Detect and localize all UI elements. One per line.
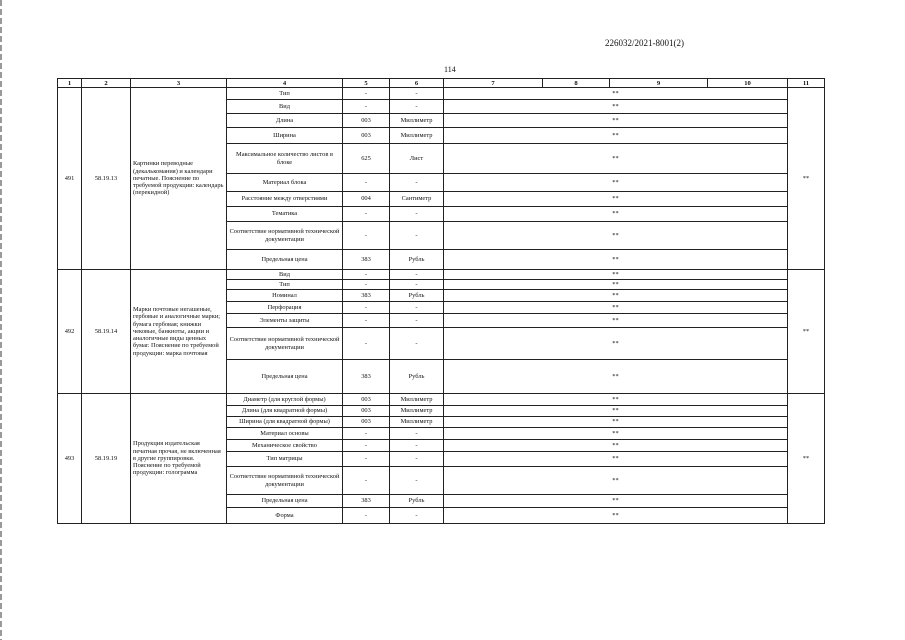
attribute-value: ** bbox=[444, 144, 788, 174]
attribute-value: ** bbox=[444, 328, 788, 360]
attribute-name: Соответствие нормативной технической документации bbox=[227, 467, 343, 495]
attribute-name: Соответствие нормативной технической документации bbox=[227, 328, 343, 360]
attribute-value: ** bbox=[444, 417, 788, 428]
unit-code: 383 bbox=[343, 360, 390, 394]
unit-name: Миллиметр bbox=[390, 417, 444, 428]
attribute-name: Тип bbox=[227, 88, 343, 100]
attribute-value: ** bbox=[444, 302, 788, 314]
unit-name: Миллиметр bbox=[390, 128, 444, 144]
table-row bbox=[58, 88, 825, 100]
unit-code: - bbox=[343, 222, 390, 250]
attribute-value: ** bbox=[444, 88, 788, 100]
attribute-value: ** bbox=[444, 250, 788, 270]
okpd-code: 58.19.13 bbox=[82, 88, 131, 270]
unit-name: Рубль bbox=[390, 495, 444, 508]
unit-code: - bbox=[343, 328, 390, 360]
unit-code: 003 bbox=[343, 114, 390, 128]
product-name: Продукция издательская печатная прочая, не включенная в другие группировки. Пояснение по требуемой продукции: голограмма bbox=[131, 394, 227, 524]
attribute-value: ** bbox=[444, 270, 788, 280]
attribute-value: ** bbox=[444, 192, 788, 207]
attribute-value: ** bbox=[444, 207, 788, 222]
unit-name: Миллиметр bbox=[390, 394, 444, 406]
header-cell: 10 bbox=[708, 79, 788, 88]
product-name: Марки почтовые негашеные, гербовые и аналогичные марки; бумага гербовая; книжки чековые, банкноты, акции и аналогичные виды ценных бумаг. Пояснение по требуемой продукции: марка почтовая bbox=[131, 270, 227, 394]
attribute-value: ** bbox=[444, 428, 788, 440]
column-11-value: ** bbox=[788, 270, 825, 394]
header-cell: 1 bbox=[58, 79, 82, 88]
attribute-name: Длина (для квадратной формы) bbox=[227, 406, 343, 417]
attribute-name: Материал основы bbox=[227, 428, 343, 440]
attribute-value: ** bbox=[444, 222, 788, 250]
unit-code: - bbox=[343, 314, 390, 328]
attribute-name: Вид bbox=[227, 100, 343, 114]
unit-name: - bbox=[390, 467, 444, 495]
header-cell: 9 bbox=[610, 79, 708, 88]
column-11-value: ** bbox=[788, 88, 825, 270]
header-cell: 4 bbox=[227, 79, 343, 88]
attribute-value: ** bbox=[444, 495, 788, 508]
table-row bbox=[58, 394, 825, 406]
attribute-name: Предельная цена bbox=[227, 360, 343, 394]
unit-name: - bbox=[390, 174, 444, 192]
unit-code: - bbox=[343, 467, 390, 495]
unit-code: 004 bbox=[343, 192, 390, 207]
unit-code: 625 bbox=[343, 144, 390, 174]
attribute-value: ** bbox=[444, 174, 788, 192]
row-number: 492 bbox=[58, 270, 82, 394]
attribute-name: Номинал bbox=[227, 290, 343, 302]
attribute-value: ** bbox=[444, 360, 788, 394]
attribute-name: Тип матрицы bbox=[227, 452, 343, 467]
attribute-name: Ширина (для квадратной формы) bbox=[227, 417, 343, 428]
header-cell: 7 bbox=[444, 79, 543, 88]
attribute-name: Длина bbox=[227, 114, 343, 128]
unit-code: - bbox=[343, 452, 390, 467]
unit-code: 383 bbox=[343, 290, 390, 302]
unit-code: - bbox=[343, 280, 390, 290]
attribute-value: ** bbox=[444, 114, 788, 128]
unit-code: 003 bbox=[343, 417, 390, 428]
unit-code: - bbox=[343, 100, 390, 114]
unit-name: - bbox=[390, 207, 444, 222]
unit-code: 003 bbox=[343, 406, 390, 417]
unit-name: - bbox=[390, 428, 444, 440]
column-11-value: ** bbox=[788, 394, 825, 524]
unit-name: Сантиметр bbox=[390, 192, 444, 207]
unit-name: - bbox=[390, 270, 444, 280]
unit-name: - bbox=[390, 440, 444, 452]
unit-code: 383 bbox=[343, 250, 390, 270]
attribute-value: ** bbox=[444, 280, 788, 290]
unit-name: - bbox=[390, 88, 444, 100]
attribute-value: ** bbox=[444, 508, 788, 524]
unit-name: Миллиметр bbox=[390, 406, 444, 417]
unit-name: Рубль bbox=[390, 250, 444, 270]
unit-code: - bbox=[343, 428, 390, 440]
attribute-value: ** bbox=[444, 290, 788, 302]
attribute-value: ** bbox=[444, 100, 788, 114]
attribute-value: ** bbox=[444, 452, 788, 467]
unit-code: - bbox=[343, 270, 390, 280]
attribute-name: Тип bbox=[227, 280, 343, 290]
attribute-name: Диаметр (для круглой формы) bbox=[227, 394, 343, 406]
attribute-value: ** bbox=[444, 128, 788, 144]
unit-code: - bbox=[343, 88, 390, 100]
attribute-name: Элементы защиты bbox=[227, 314, 343, 328]
scan-edge bbox=[0, 0, 2, 640]
attribute-name: Тематика bbox=[227, 207, 343, 222]
unit-code: - bbox=[343, 302, 390, 314]
unit-name: - bbox=[390, 222, 444, 250]
unit-code: 383 bbox=[343, 495, 390, 508]
product-name: Картинки переводные (декалькомания) и календари печатные. Пояснение по требуемой продукции: календарь (перекидной) bbox=[131, 88, 227, 270]
unit-name: Лист bbox=[390, 144, 444, 174]
row-number: 491 bbox=[58, 88, 82, 270]
unit-name: - bbox=[390, 508, 444, 524]
unit-code: - bbox=[343, 207, 390, 222]
attribute-value: ** bbox=[444, 467, 788, 495]
unit-name: - bbox=[390, 100, 444, 114]
spec-table bbox=[57, 78, 825, 524]
unit-name: - bbox=[390, 302, 444, 314]
header-row bbox=[58, 79, 825, 88]
attribute-value: ** bbox=[444, 314, 788, 328]
attribute-name: Ширина bbox=[227, 128, 343, 144]
header-cell: 11 bbox=[788, 79, 825, 88]
attribute-name: Предельная цена bbox=[227, 495, 343, 508]
page-number: 114 bbox=[444, 65, 456, 74]
unit-code: - bbox=[343, 508, 390, 524]
unit-name: Рубль bbox=[390, 290, 444, 302]
header-cell: 3 bbox=[131, 79, 227, 88]
unit-name: Рубль bbox=[390, 360, 444, 394]
okpd-code: 58.19.14 bbox=[82, 270, 131, 394]
attribute-name: Предельная цена bbox=[227, 250, 343, 270]
header-cell: 2 bbox=[82, 79, 131, 88]
attribute-name: Форма bbox=[227, 508, 343, 524]
attribute-name: Перфорация bbox=[227, 302, 343, 314]
row-number: 493 bbox=[58, 394, 82, 524]
unit-code: - bbox=[343, 174, 390, 192]
attribute-name: Расстояние между отверстиями bbox=[227, 192, 343, 207]
header-cell: 6 bbox=[390, 79, 444, 88]
header-cell: 8 bbox=[543, 79, 610, 88]
attribute-value: ** bbox=[444, 406, 788, 417]
header-cell: 5 bbox=[343, 79, 390, 88]
document-number: 226032/2021-8001(2) bbox=[605, 38, 684, 48]
unit-code: 003 bbox=[343, 394, 390, 406]
unit-name: - bbox=[390, 280, 444, 290]
attribute-value: ** bbox=[444, 394, 788, 406]
attribute-name: Механическое свойство bbox=[227, 440, 343, 452]
unit-name: Миллиметр bbox=[390, 114, 444, 128]
attribute-name: Вид bbox=[227, 270, 343, 280]
table-row bbox=[58, 270, 825, 280]
unit-name: - bbox=[390, 314, 444, 328]
attribute-name: Материал блока bbox=[227, 174, 343, 192]
unit-name: - bbox=[390, 452, 444, 467]
unit-code: 003 bbox=[343, 128, 390, 144]
unit-code: - bbox=[343, 440, 390, 452]
attribute-name: Максимальное количество листов в блоке bbox=[227, 144, 343, 174]
unit-name: - bbox=[390, 328, 444, 360]
attribute-value: ** bbox=[444, 440, 788, 452]
attribute-name: Соответствие нормативной технической документации bbox=[227, 222, 343, 250]
okpd-code: 58.19.19 bbox=[82, 394, 131, 524]
